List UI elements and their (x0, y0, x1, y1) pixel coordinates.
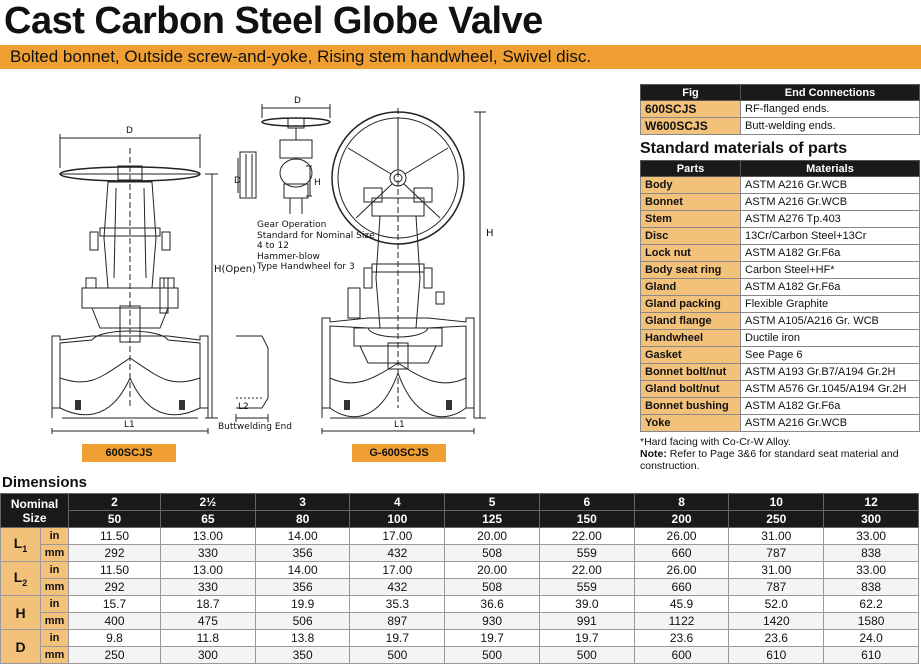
dimension-value-cell: 350 (255, 647, 350, 664)
label-h-right: H (486, 228, 494, 239)
unit-cell: in (41, 562, 69, 579)
dimension-value-cell: 838 (824, 579, 919, 596)
table-row (641, 313, 920, 330)
label-l1-left: L1 (124, 420, 135, 430)
dimension-value-cell: 26.00 (634, 528, 729, 545)
dimension-value-cell: 14.00 (255, 562, 350, 579)
size-mm-header: 50 (69, 511, 161, 528)
size-mm-header: 65 (161, 511, 256, 528)
unit-cell: in (41, 528, 69, 545)
size-mm-header: 200 (634, 511, 729, 528)
fig-cell: 600SCJS (641, 101, 741, 118)
dimension-value-cell: 432 (350, 579, 445, 596)
dimension-value-cell: 31.00 (729, 562, 824, 579)
dimension-value-cell: 13.00 (161, 528, 256, 545)
dimension-value-cell: 62.2 (824, 596, 919, 613)
size-mm-header: 150 (539, 511, 634, 528)
dimension-value-cell: 292 (69, 579, 161, 596)
note-label: Note: (640, 448, 667, 460)
end-connections-header: End Connections (741, 85, 920, 101)
dimension-value-cell: 330 (161, 545, 256, 562)
size-mm-header: 125 (445, 511, 540, 528)
dimension-value-cell: 610 (824, 647, 919, 664)
table-row (641, 398, 920, 415)
table-row (1, 579, 919, 596)
materials-header: Materials (741, 161, 920, 177)
part-name-cell: Stem (641, 211, 741, 228)
label-d-gear: D (294, 96, 301, 106)
dimension-value-cell: 19.7 (445, 630, 540, 647)
table-row (1, 545, 919, 562)
hardfacing-note: *Hard facing with Co-Cr-W Alloy. (640, 436, 791, 448)
size-mm-row (1, 511, 919, 528)
dimension-value-cell: 33.00 (824, 562, 919, 579)
label-l1-right: L1 (394, 420, 405, 430)
dimension-value-cell: 13.8 (255, 630, 350, 647)
dimension-value-cell: 52.0 (729, 596, 824, 613)
standard-materials-title: Standard materials of parts (640, 140, 848, 157)
dimension-value-cell: 11.50 (69, 528, 161, 545)
unit-cell: in (41, 630, 69, 647)
dimensions-table (0, 493, 919, 664)
table-row (1, 613, 919, 630)
size-in-row (1, 494, 919, 511)
table-row (1, 528, 919, 545)
dimension-value-cell: 14.00 (255, 528, 350, 545)
dimension-value-cell: 1420 (729, 613, 824, 630)
size-in-header: 2 (69, 494, 161, 511)
table-row (641, 296, 920, 313)
table-row (641, 262, 920, 279)
table-row (1, 596, 919, 613)
part-material-cell: 13Cr/Carbon Steel+13Cr (741, 228, 920, 245)
gear-note-line: 4 to 12 (257, 241, 289, 251)
dimension-value-cell: 559 (539, 545, 634, 562)
page-title: Cast Carbon Steel Globe Valve (4, 0, 543, 42)
table-row (641, 381, 920, 398)
table-row (641, 245, 920, 262)
dimension-value-cell: 22.00 (539, 562, 634, 579)
table-row (641, 330, 920, 347)
dimension-value-cell: 356 (255, 579, 350, 596)
dimension-value-cell: 500 (445, 647, 540, 664)
fig-header: Fig (641, 85, 741, 101)
part-name-cell: Gland (641, 279, 741, 296)
conn-cell: Butt-welding ends. (741, 118, 920, 135)
part-material-cell: ASTM A216 Gr.WCB (741, 415, 920, 432)
dimension-value-cell: 300 (161, 647, 256, 664)
dimension-value-cell: 33.00 (824, 528, 919, 545)
size-in-header: 8 (634, 494, 729, 511)
part-material-cell: ASTM A182 Gr.F6a (741, 245, 920, 262)
dimension-value-cell: 31.00 (729, 528, 824, 545)
label-d-left: D (126, 126, 133, 136)
dimension-value-cell: 500 (350, 647, 445, 664)
valve-drawing (0, 78, 635, 478)
table-row (1, 647, 919, 664)
part-name-cell: Body (641, 177, 741, 194)
parts-table (640, 160, 920, 432)
subtitle-bar (0, 45, 921, 69)
dimension-value-cell: 11.50 (69, 562, 161, 579)
dimension-value-cell: 17.00 (350, 562, 445, 579)
dimension-value-cell: 19.7 (350, 630, 445, 647)
dimension-value-cell: 36.6 (445, 596, 540, 613)
dimension-value-cell: 897 (350, 613, 445, 630)
unit-cell: mm (41, 613, 69, 630)
part-material-cell: ASTM A182 Gr.F6a (741, 398, 920, 415)
dimension-value-cell: 600 (634, 647, 729, 664)
part-material-cell: ASTM A105/A216 Gr. WCB (741, 313, 920, 330)
dimension-value-cell: 787 (729, 545, 824, 562)
unit-cell: in (41, 596, 69, 613)
size-in-header: 10 (729, 494, 824, 511)
part-material-cell: ASTM A182 Gr.F6a (741, 279, 920, 296)
dimension-value-cell: 250 (69, 647, 161, 664)
dimension-letter: D (15, 638, 26, 655)
dimension-name-cell (1, 528, 41, 562)
dimension-subscript: 2 (22, 577, 28, 588)
dimension-value-cell: 19.9 (255, 596, 350, 613)
part-material-cell: ASTM A216 Gr.WCB (741, 177, 920, 194)
table-row (641, 118, 920, 135)
label-h-open: H(Open) (214, 264, 257, 275)
dimension-value-cell: 991 (539, 613, 634, 630)
table-row (641, 194, 920, 211)
dimension-value-cell: 20.00 (445, 562, 540, 579)
dimension-value-cell: 508 (445, 579, 540, 596)
part-material-cell: ASTM A216 Gr.WCB (741, 194, 920, 211)
table-row (641, 177, 920, 194)
dimension-value-cell: 13.00 (161, 562, 256, 579)
dimension-value-cell: 23.6 (634, 630, 729, 647)
subtitle: Bolted bonnet, Outside screw-and-yoke, Rising stem handwheel, Swivel disc. (10, 47, 592, 66)
dimension-value-cell: 610 (729, 647, 824, 664)
table-row (641, 415, 920, 432)
part-name-cell: Gland bolt/nut (641, 381, 741, 398)
parts-table-body (641, 177, 920, 432)
dimension-name-cell (1, 562, 41, 596)
part-name-cell: Yoke (641, 415, 741, 432)
fig-table (640, 84, 920, 135)
part-material-cell: See Page 6 (741, 347, 920, 364)
dimension-letter: L (13, 569, 23, 586)
part-name-cell: Gland packing (641, 296, 741, 313)
table-row (641, 211, 920, 228)
dimension-value-cell: 15.7 (69, 596, 161, 613)
part-name-cell: Body seat ring (641, 262, 741, 279)
label-l2: L2 (238, 402, 249, 412)
dimension-value-cell: 432 (350, 545, 445, 562)
dimension-value-cell: 508 (445, 545, 540, 562)
dimensions-table-body (1, 528, 919, 664)
part-material-cell: ASTM A576 Gr.1045/A194 Gr.2H (741, 381, 920, 398)
table-row (641, 101, 920, 118)
part-material-cell: Ductile iron (741, 330, 920, 347)
table-row (641, 279, 920, 296)
gear-operation-note (257, 220, 375, 273)
valve-drawing-svg (0, 78, 635, 478)
dimension-value-cell: 356 (255, 545, 350, 562)
dimension-value-cell: 45.9 (634, 596, 729, 613)
table-row (1, 630, 919, 647)
dimension-value-cell: 23.6 (729, 630, 824, 647)
dimension-value-cell: 1122 (634, 613, 729, 630)
part-material-cell: ASTM A193 Gr.B7/A194 Gr.2H (741, 364, 920, 381)
dimension-value-cell: 838 (824, 545, 919, 562)
dimension-value-cell: 17.00 (350, 528, 445, 545)
dimension-value-cell: 660 (634, 579, 729, 596)
table-row (1, 562, 919, 579)
dimension-value-cell: 500 (539, 647, 634, 664)
size-in-header: 12 (824, 494, 919, 511)
part-name-cell: Gland flange (641, 313, 741, 330)
table-row (641, 228, 920, 245)
gear-note-line: Hammer-blow (257, 251, 320, 262)
refer-note (640, 448, 921, 472)
part-name-cell: Lock nut (641, 245, 741, 262)
label-h-gear: H (314, 178, 321, 188)
part-name-cell: Gasket (641, 347, 741, 364)
dimension-value-cell: 475 (161, 613, 256, 630)
conn-cell: RF-flanged ends. (741, 101, 920, 118)
dimension-name-cell (1, 630, 41, 664)
dimension-value-cell: 26.00 (634, 562, 729, 579)
size-in-header: 4 (350, 494, 445, 511)
gear-note-line: Type Handwheel for 3 (257, 262, 355, 272)
dimension-value-cell: 19.7 (539, 630, 634, 647)
dimension-value-cell: 930 (445, 613, 540, 630)
parts-header: Parts (641, 161, 741, 177)
dimension-value-cell: 9.8 (69, 630, 161, 647)
label-buttwelding-end: Buttwelding End (218, 422, 292, 432)
table-row (641, 364, 920, 381)
part-name-cell: Bonnet bushing (641, 398, 741, 415)
dimension-value-cell: 660 (634, 545, 729, 562)
unit-cell: mm (41, 579, 69, 596)
size-in-header: 3 (255, 494, 350, 511)
dimension-value-cell: 1580 (824, 613, 919, 630)
size-in-header: 6 (539, 494, 634, 511)
dimension-value-cell: 330 (161, 579, 256, 596)
part-name-cell: Bonnet (641, 194, 741, 211)
part-material-cell: ASTM A276 Tp.403 (741, 211, 920, 228)
dimension-value-cell: 35.3 (350, 596, 445, 613)
dimension-value-cell: 559 (539, 579, 634, 596)
dimension-name-cell (1, 596, 41, 630)
model-tag-g600scjs: G-600SCJS (352, 444, 446, 462)
size-mm-header: 80 (255, 511, 350, 528)
part-name-cell: Disc (641, 228, 741, 245)
size-mm-header: 100 (350, 511, 445, 528)
note-text: Refer to Page 3&6 for standard seat material and construction. (640, 448, 899, 472)
dimension-subscript: 1 (22, 543, 28, 554)
nominal-size-header (1, 494, 69, 528)
size-in-header: 2½ (161, 494, 256, 511)
gear-note-line: Standard for Nominal Size (257, 230, 375, 241)
dimension-value-cell: 24.0 (824, 630, 919, 647)
model-tag-600scjs: 600SCJS (82, 444, 176, 462)
dimension-value-cell: 787 (729, 579, 824, 596)
label-d-gear-side: D (234, 176, 241, 186)
dimension-letter: L (13, 535, 23, 552)
table-row (641, 347, 920, 364)
dimension-value-cell: 11.8 (161, 630, 256, 647)
unit-cell: mm (41, 647, 69, 664)
unit-cell: mm (41, 545, 69, 562)
nominal-label: Nominal (10, 496, 59, 511)
notes (640, 436, 921, 472)
dimension-value-cell: 22.00 (539, 528, 634, 545)
part-material-cell: Flexible Graphite (741, 296, 920, 313)
fig-cell: W600SCJS (641, 118, 741, 135)
dimension-letter: H (15, 604, 26, 621)
size-in-header: 5 (445, 494, 540, 511)
dimension-value-cell: 18.7 (161, 596, 256, 613)
size-mm-header: 250 (729, 511, 824, 528)
dimension-value-cell: 20.00 (445, 528, 540, 545)
dimension-value-cell: 400 (69, 613, 161, 630)
dimensions-title: Dimensions (2, 474, 88, 491)
dimension-value-cell: 292 (69, 545, 161, 562)
part-material-cell: Carbon Steel+HF* (741, 262, 920, 279)
part-name-cell: Handwheel (641, 330, 741, 347)
dimension-value-cell: 506 (255, 613, 350, 630)
size-mm-header: 300 (824, 511, 919, 528)
size-label: Size (22, 510, 47, 525)
gear-note-line: Gear Operation (257, 220, 327, 230)
part-name-cell: Bonnet bolt/nut (641, 364, 741, 381)
dimension-value-cell: 39.0 (539, 596, 634, 613)
